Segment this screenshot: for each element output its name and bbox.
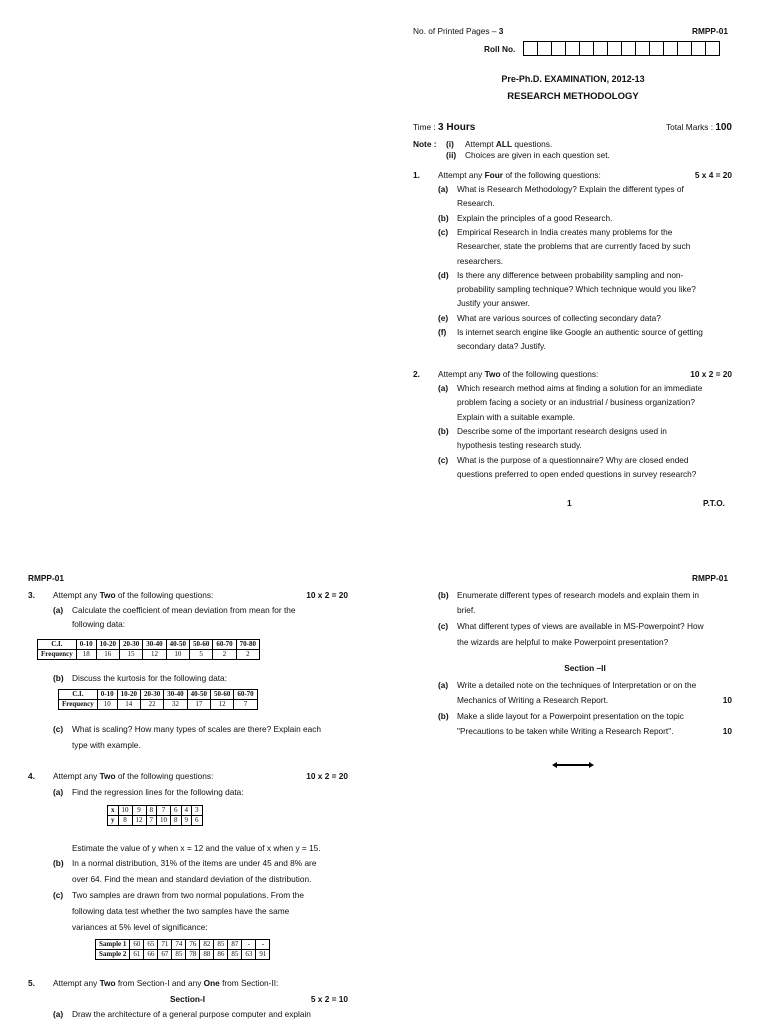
- q2-parts-part-label: (b): [438, 425, 449, 436]
- section-1-heading: Section-I: [170, 994, 206, 1004]
- table-cell: 12: [143, 650, 166, 660]
- table-cell: 9: [132, 806, 146, 816]
- q3c-line-2: type with example.: [72, 740, 141, 750]
- q4-number: 4.: [28, 771, 35, 781]
- right-c-line-1: What different types of views are available in MS-Powerpoint? How: [457, 621, 704, 631]
- time: [413, 121, 475, 135]
- page-number: 1: [567, 498, 572, 508]
- q1-parts-part-line: researchers.: [457, 255, 504, 266]
- table-cell: 12: [132, 816, 146, 826]
- q5-number: 5.: [28, 978, 35, 988]
- table-cell: Sample 1: [96, 940, 130, 950]
- q1-parts-part-label: (e): [438, 312, 449, 323]
- table-samples: [95, 939, 270, 960]
- q1-parts-part-label: (a): [438, 184, 449, 194]
- table-cell: 87: [228, 940, 242, 950]
- q4b-label: (b): [53, 858, 64, 868]
- table-cell: 7: [146, 816, 157, 826]
- q4a-text: Find the regression lines for the following data:: [72, 787, 244, 797]
- q3a-label: (a): [53, 605, 64, 615]
- table-cell: 2: [236, 650, 259, 660]
- q1-parts-part-line: Justify your answer.: [457, 298, 530, 309]
- total-marks-value: 100: [715, 122, 732, 133]
- table-cell: 67: [158, 950, 172, 960]
- table-cell: 9: [181, 816, 192, 826]
- printed-pages-label: No. of Printed Pages –: [413, 26, 499, 36]
- table-cell: C.I.: [38, 640, 77, 650]
- table-cell: 20-30: [119, 640, 142, 650]
- q2-parts-part-line: hypothesis testing research study.: [457, 440, 582, 451]
- time-label: Time :: [413, 122, 439, 132]
- q1-parts-part-line: Explain the principles of a good Research.: [457, 212, 613, 223]
- q4c-line-3: variances at 5% level of significance:: [72, 922, 208, 932]
- q1-parts-part-line: What are various sources of collecting secondary data?: [457, 312, 661, 323]
- table-cell: 10: [97, 700, 117, 710]
- q2-number: 2.: [413, 369, 420, 379]
- q1-instruction: Attempt any Four of the following questions:: [438, 170, 601, 180]
- time-value: 3 Hours: [438, 122, 476, 133]
- q1-number: 1.: [413, 170, 420, 180]
- table-cell: 10-20: [117, 690, 140, 700]
- table-cell: 3: [192, 806, 203, 816]
- q2-parts-part-line: Describe some of the important research designs used in: [457, 425, 667, 436]
- table-cell: 0-10: [97, 690, 117, 700]
- table-cell: 71: [158, 940, 172, 950]
- table-cell: 8: [146, 806, 157, 816]
- q1-parts-part-line: Empirical Research in India creates many problems for the: [457, 226, 673, 237]
- section-1-marks: 5 x 2 = 10: [310, 994, 348, 1004]
- q3a-line-1: Calculate the coefficient of mean deviation from mean for the: [72, 605, 296, 615]
- q4a-label: (a): [53, 787, 64, 797]
- note-i-text: Attempt ALL questions.: [465, 139, 553, 149]
- q1-marks: 5 x 4 = 20: [694, 170, 732, 180]
- table-cell: 91: [256, 950, 270, 960]
- q3c-line-1: What is scaling? How many types of scales are there? Explain each: [72, 724, 322, 734]
- q3-instruction: Attempt any Two of the following questions:: [53, 590, 214, 600]
- table-ci-frequency-2: [58, 689, 258, 710]
- table-cell: 10: [157, 816, 171, 826]
- table-cell: 74: [172, 940, 186, 950]
- q4-instruction: Attempt any Two of the following questions:: [53, 771, 214, 781]
- q1-parts-part-line: Is there any difference between probability sampling and non-: [457, 269, 684, 280]
- table-cell: 78: [186, 950, 200, 960]
- table-cell: 8: [171, 816, 182, 826]
- table-cell: 60-70: [234, 690, 257, 700]
- table-cell: 20-30: [140, 690, 163, 700]
- q1-parts-part-label: (f): [438, 327, 447, 337]
- s2a-line-2: Mechanics of Writing a Research Report.: [457, 695, 609, 705]
- table-cell: 66: [144, 950, 158, 960]
- right-b-line-1: Enumerate different types of research models and explain them in: [457, 590, 699, 600]
- q1-parts-part-line: Research.: [457, 198, 495, 209]
- s2a-line-1: Write a detailed note on the techniques of Interpretation or on the: [457, 680, 697, 690]
- pto: P.T.O.: [703, 498, 725, 508]
- table-cell: 63: [242, 950, 256, 960]
- table-cell: 17: [187, 700, 210, 710]
- note-ii-text: Choices are given in each question set.: [465, 150, 610, 160]
- table-cell: 0-10: [76, 640, 96, 650]
- table-cell: 6: [192, 816, 203, 826]
- end-of-paper-arrow-icon: [552, 760, 594, 770]
- q4-marks: 10 x 2 = 20: [306, 771, 348, 781]
- q1-parts-part-label: (b): [438, 212, 449, 223]
- table-cell: 30-40: [143, 640, 166, 650]
- q2-parts-part-line: problem facing a society or an industrial / business organization?: [457, 397, 695, 408]
- table-cell: 50-60: [210, 690, 233, 700]
- right-c-label: (c): [438, 621, 449, 631]
- roll-no-label: Roll No.: [484, 44, 516, 54]
- table-cell: 60: [130, 940, 144, 950]
- printed-pages: [413, 26, 503, 37]
- s2a-marks: 10: [722, 695, 732, 705]
- table-cell: 86: [214, 950, 228, 960]
- s2a-label: (a): [438, 680, 449, 690]
- table-ci-frequency-1: [37, 639, 260, 660]
- q1-parts-part-label: (c): [438, 226, 449, 237]
- total-marks-label: Total Marks :: [665, 122, 716, 132]
- table-cell: x: [108, 806, 119, 816]
- exam-title: Pre-Ph.D. EXAMINATION, 2012-13: [501, 74, 645, 84]
- paper-code-right: RMPP-01: [692, 573, 728, 583]
- paper-code-left: RMPP-01: [28, 573, 64, 583]
- table-cell: 40-50: [187, 690, 210, 700]
- q4c-line-2: following data test whether the two samples have the same: [72, 906, 290, 916]
- table-cell: 2: [213, 650, 236, 660]
- q2-parts-part-label: (a): [438, 383, 449, 393]
- q3c-label: (c): [53, 724, 64, 734]
- q1-parts-part-line: secondary data? Justify.: [457, 341, 546, 352]
- q5a-label: (a): [53, 1009, 64, 1019]
- q2-parts-part-line: Which research method aims at finding a solution for an immediate: [457, 383, 703, 393]
- table-cell: 22: [140, 700, 163, 710]
- table-cell: 10: [118, 806, 132, 816]
- q1-parts-part-line: Is internet search engine like Google an authentic source of getting: [457, 327, 703, 337]
- table-cell: 7: [234, 700, 257, 710]
- q3a-line-2: following data:: [72, 619, 126, 629]
- total-marks: [666, 121, 732, 135]
- table-cell: 32: [164, 700, 187, 710]
- table-cell: 8: [118, 816, 132, 826]
- q4b-line-2: over 64. Find the mean and standard deviation of the distribution.: [72, 874, 312, 884]
- table-cell: 60-70: [213, 640, 236, 650]
- table-cell: 85: [228, 950, 242, 960]
- table-cell: y: [108, 816, 119, 826]
- q4c-label: (c): [53, 890, 64, 900]
- table-cell: Frequency: [59, 700, 98, 710]
- table-cell: Frequency: [38, 650, 77, 660]
- q4b-line-1: In a normal distribution, 31% of the items are under 45 and 8% are: [72, 858, 317, 868]
- table-cell: 4: [181, 806, 192, 816]
- roll-no-boxes[interactable]: [523, 41, 720, 56]
- table-cell: 61: [130, 950, 144, 960]
- table-cell: 16: [96, 650, 119, 660]
- table-cell: 85: [214, 940, 228, 950]
- q4c-line-1: Two samples are drawn from two normal populations. From the: [72, 890, 304, 900]
- paper-code: RMPP-01: [692, 26, 728, 36]
- q3-number: 3.: [28, 590, 35, 600]
- q1-parts-part-line: What is Research Methodology? Explain the different types of: [457, 184, 684, 194]
- q2-parts-part-label: (c): [438, 454, 449, 465]
- table-cell: Sample 2: [96, 950, 130, 960]
- note-ii-label: (ii): [446, 150, 457, 160]
- table-cell: 18: [76, 650, 96, 660]
- q3-marks: 10 x 2 = 20: [306, 590, 348, 600]
- note-label: Note :: [413, 139, 437, 149]
- exam-subject: RESEARCH METHODOLOGY: [507, 91, 639, 102]
- q1-parts-part-line: probability sampling technique? Which technique would you like?: [457, 284, 696, 295]
- table-cell: -: [242, 940, 256, 950]
- table-cell: 70-80: [236, 640, 259, 650]
- right-c-line-2: the wizards are helpful to make Powerpoint presentation?: [457, 637, 669, 647]
- q5-instruction: Attempt any Two from Section-I and any One from Section-II:: [53, 978, 279, 988]
- q2-marks: 10 x 2 = 20: [690, 369, 732, 379]
- table-cell: 15: [119, 650, 142, 660]
- q2-parts-part-line: What is the purpose of a questionnaire? Why are closed ended: [457, 454, 689, 465]
- table-cell: 88: [200, 950, 214, 960]
- table-cell: 7: [157, 806, 171, 816]
- s2b-line-2: "Precautions to be taken while Writing a Research Report".: [457, 726, 674, 736]
- table-cell: C.I.: [59, 690, 98, 700]
- table-cell: 85: [172, 950, 186, 960]
- q4a-estimate: Estimate the value of y when x = 12 and the value of x when y = 15.: [72, 843, 321, 853]
- printed-pages-num: 3: [498, 26, 504, 36]
- q1-parts-part-line: Researcher, state the problems that are currently faced by such: [457, 241, 691, 252]
- table-cell: -: [256, 940, 270, 950]
- table-cell: 6: [171, 806, 182, 816]
- table-cell: 50-60: [189, 640, 212, 650]
- q1-parts-part-label: (d): [438, 269, 449, 280]
- right-b-label: (b): [438, 590, 449, 600]
- q2-parts-part-line: Explain with a suitable example.: [457, 411, 576, 422]
- table-cell: 14: [117, 700, 140, 710]
- table-cell: 5: [189, 650, 212, 660]
- q5a-text: Draw the architecture of a general purpose computer and explain: [72, 1009, 311, 1019]
- table-regression-xy: [107, 805, 203, 826]
- table-cell: 12: [210, 700, 233, 710]
- note-i-label: (i): [446, 139, 454, 149]
- table-cell: 30-40: [164, 690, 187, 700]
- s2b-line-1: Make a slide layout for a Powerpoint presentation on the topic: [457, 711, 684, 721]
- table-cell: 76: [186, 940, 200, 950]
- q3b-label: (b): [53, 673, 64, 683]
- table-cell: 82: [200, 940, 214, 950]
- table-cell: 10: [166, 650, 189, 660]
- section-2-heading: Section –II: [564, 663, 606, 673]
- q2-parts-part-line: questions preferred to open ended questions in survey research?: [457, 468, 697, 479]
- table-cell: 65: [144, 940, 158, 950]
- q2-instruction: Attempt any Two of the following questions:: [438, 369, 599, 379]
- right-b-line-2: brief.: [457, 605, 476, 615]
- table-cell: 40-50: [166, 640, 189, 650]
- s2b-marks: 10: [722, 726, 732, 736]
- q3b-text: Discuss the kurtosis for the following data:: [72, 673, 227, 683]
- s2b-label: (b): [438, 711, 449, 721]
- table-cell: 10-20: [96, 640, 119, 650]
